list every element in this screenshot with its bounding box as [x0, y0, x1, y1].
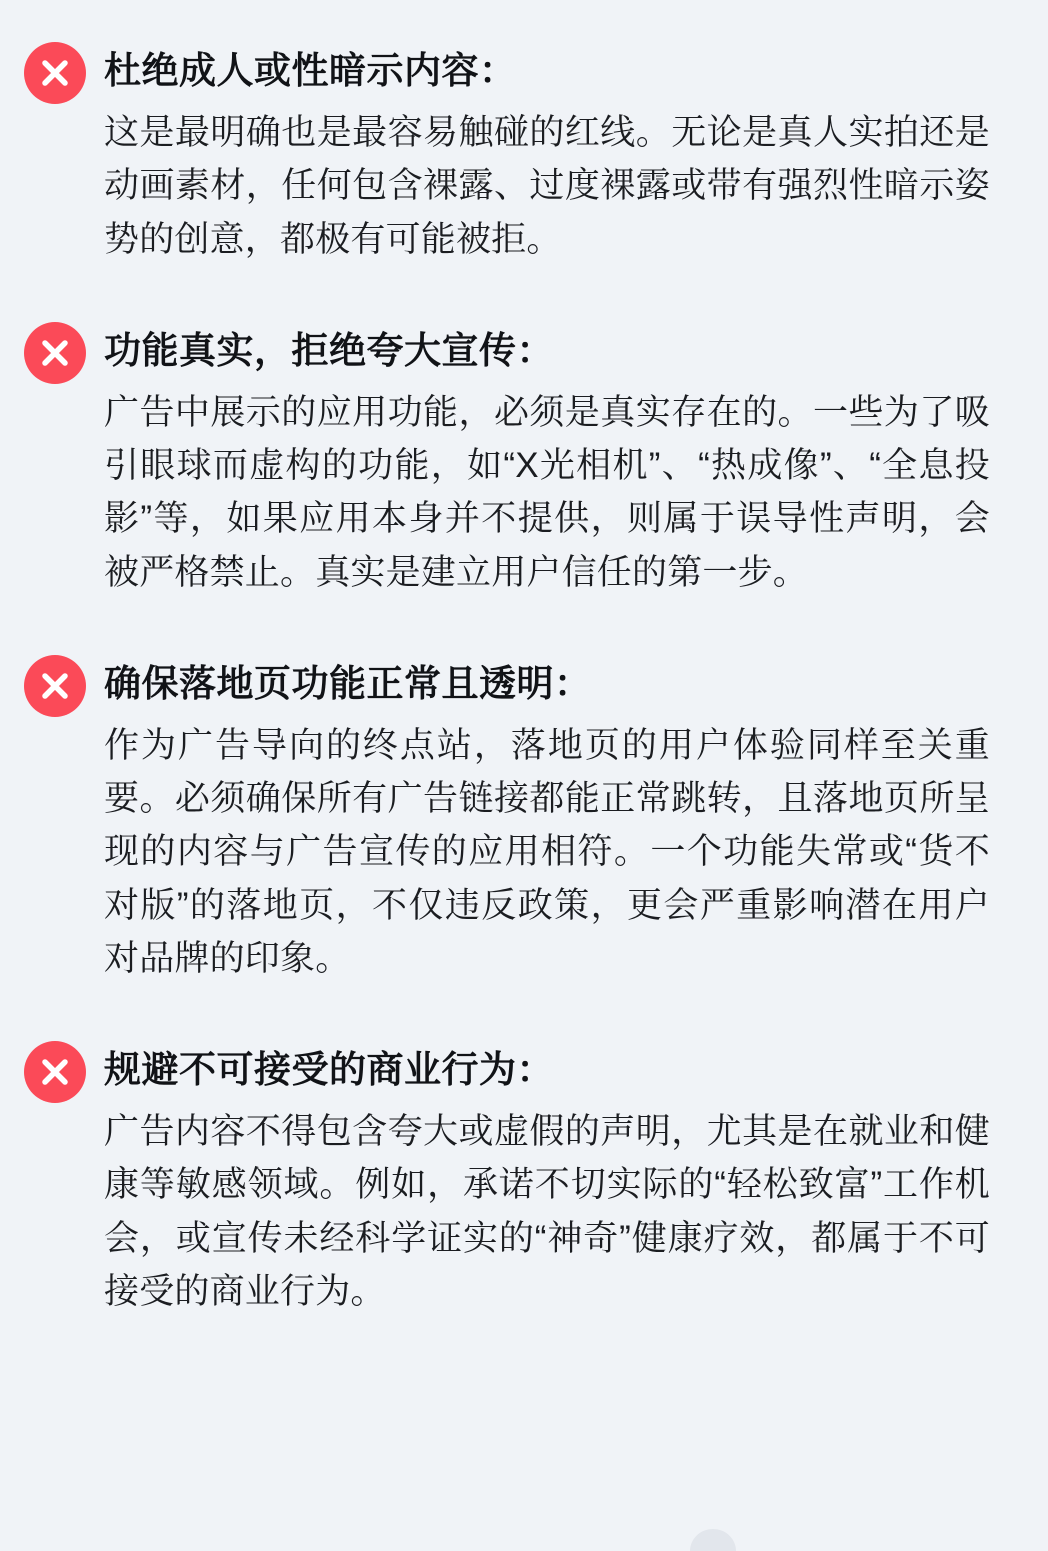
- list-item: [24, 1037, 990, 1318]
- list-item: [24, 38, 990, 266]
- cross-circle-icon: [24, 655, 86, 717]
- item-body: 作为广告导向的终点站，落地页的用户体验同样至关重要。必须确保所有广告链接都能正常跳转，且落地页所呈现的内容与广告宣传的应用相符。一个功能失常或“货不对版”的落地页，不仅违反政策，更会严重影响潜在用户对品牌的印象。: [104, 726, 990, 978]
- item-content: [104, 1037, 990, 1318]
- list-item: [24, 318, 990, 599]
- item-heading: 规避不可接受的商业行为：: [104, 1049, 554, 1090]
- item-content: [104, 651, 990, 985]
- item-body: 广告中展示的应用功能，必须是真实存在的。一些为了吸引眼球而虚构的功能，如“X光相机”、“热成像”、“全息投影”等，如果应用本身并不提供，则属于误导性声明，会被严格禁止。真实是建立用户信任的第一步。: [104, 393, 990, 592]
- item-body: 这是最明确也是最容易触碰的红线。无论是真人实拍还是动画素材，任何包含裸露、过度裸露或带有强烈性暗示姿势的创意，都极有可能被拒。: [104, 113, 990, 259]
- item-content: [104, 318, 990, 599]
- cross-circle-icon: [24, 322, 86, 384]
- item-heading: 确保落地页功能正常且透明：: [104, 662, 592, 704]
- item-heading: 功能真实，拒绝夸大宣传：: [104, 329, 554, 371]
- cross-circle-icon: [24, 42, 86, 104]
- item-body: 广告内容不得包含夸大或虚假的声明，尤其是在就业和健康等敏感领域。例如，承诺不切实际的“轻松致富”工作机会，或宣传未经科学证实的“神奇”健康疗效，都属于不可接受的商业行为。: [104, 1112, 990, 1311]
- item-heading: 杜绝成人或性暗示内容：: [104, 50, 517, 91]
- item-content: [104, 38, 990, 266]
- list-item: [24, 651, 990, 985]
- cross-circle-icon: [24, 1041, 86, 1103]
- footer-decoration: [690, 1529, 736, 1551]
